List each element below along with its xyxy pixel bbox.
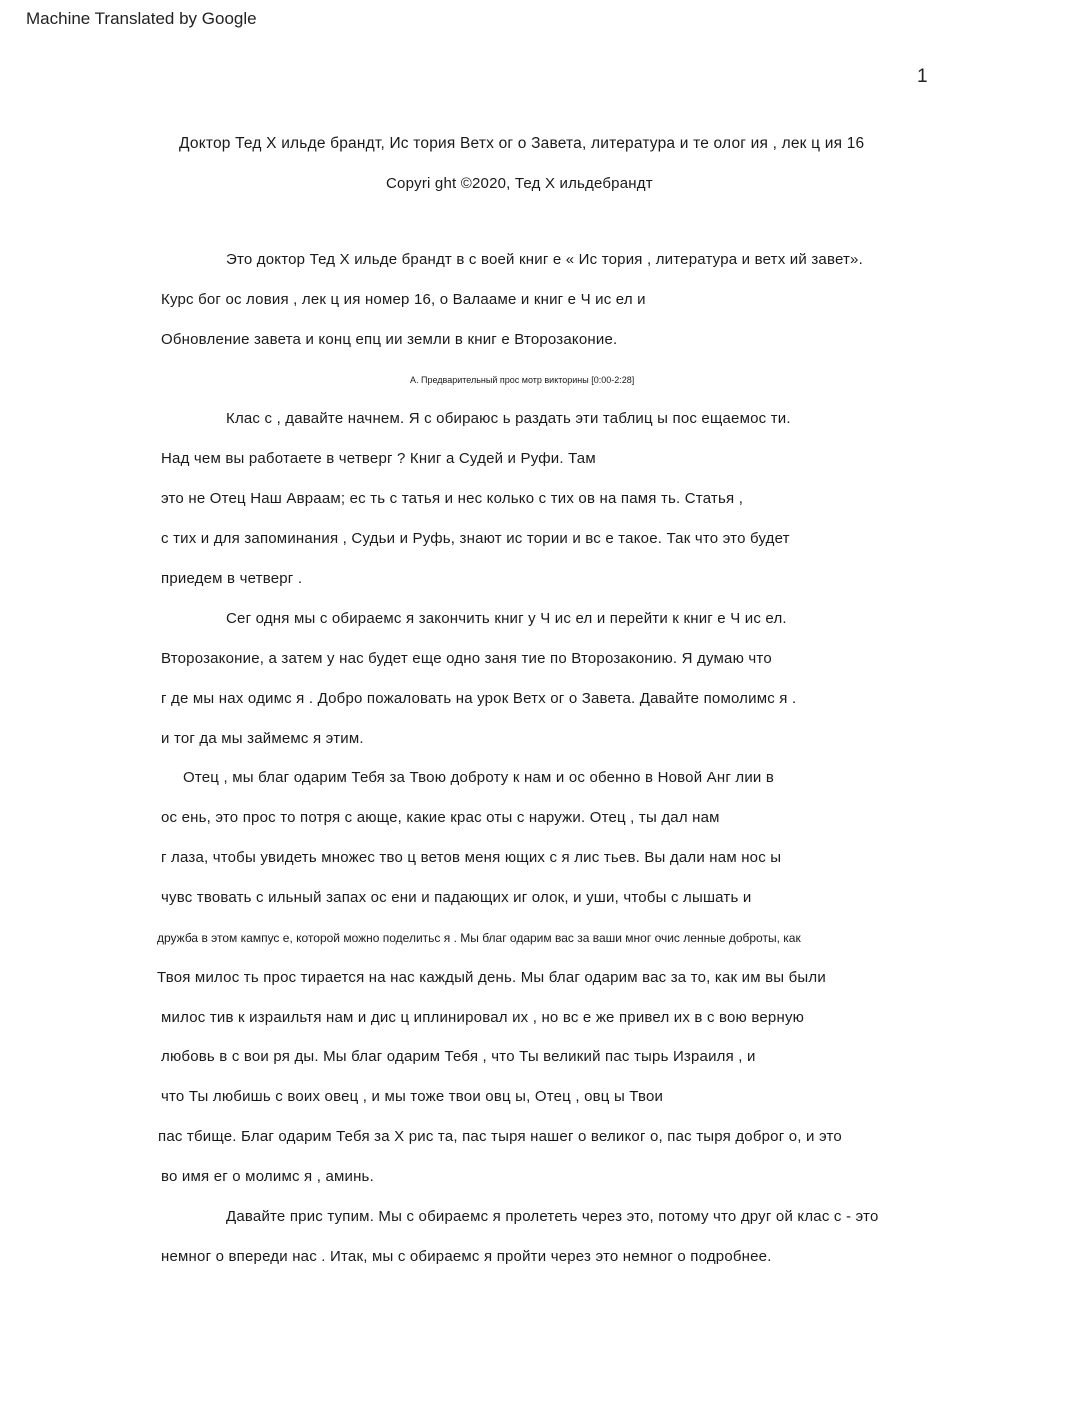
body-line: с тих и для запоминания , Судьи и Руфь, знают ис тории и вс е такое. Так что это будет [161, 530, 790, 547]
body-line: Отец , мы благ одарим Тебя за Твою доброту к нам и ос обенно в Новой Анг лии в [183, 769, 775, 786]
body-line: Давайте прис тупим. Мы с обираемс я пролететь через это, потому что друг ой клас с - это [226, 1208, 879, 1225]
intro-line: Обновление завета и конц епц ии земли в книг е Второзаконие. [161, 331, 618, 348]
body-line: ос ень, это прос то потря с ающе, какие крас оты с наружи. Отец , ты дал нам [161, 809, 720, 826]
body-line: пас тбище. Благ одарим Тебя за Х рис та, пас тыря нашег о великог о, пас тыря доброг о, и это [158, 1128, 842, 1145]
body-line: во имя ег о молимс я , аминь. [161, 1168, 374, 1185]
intro-line: Это доктор Тед Х ильде брандт в с воей книг е « Ис тория , литература и ветх ий завет». [226, 251, 863, 268]
body-line: немног о впереди нас . Итак, мы с обираемс я пройти через это немног о подробнее. [161, 1248, 772, 1265]
body-line: Сег одня мы с обираемс я закончить книг у Ч ис ел и перейти к книг е Ч ис ел. [226, 610, 787, 627]
body-line: это не Отец Наш Авраам; ес ть с татья и нес колько с тих ов на памя ть. Статья , [161, 490, 744, 507]
body-line: Твоя милос ть прос тирается на нас каждый день. Мы благ одарим вас за то, как им вы были [157, 969, 826, 986]
document-title: Доктор Тед Х ильде брандт, Ис тория Ветх ог о Завета, литература и те олог ия , лек ц ия 16 [179, 135, 865, 152]
body-line: приедем в четверг . [161, 570, 303, 587]
body-line: г лаза, чтобы увидеть множес тво ц ветов меня ющих с я лис тьев. Вы дали нам нос ы [161, 849, 782, 866]
body-line: г де мы нах одимс я . Добро пожаловать на урок Ветх ог о Завета. Давайте помолимс я . [161, 690, 797, 707]
body-line: что Ты любишь с воих овец , и мы тоже твои овц ы, Отец , овц ы Твои [161, 1088, 664, 1105]
section-heading: А. Предварительный прос мотр викторины [0:00-2:28] [410, 375, 635, 385]
page-number: 1 [917, 66, 928, 87]
body-line: и тог да мы займемс я этим. [161, 730, 364, 747]
body-line: дружба в этом кампус е, которой можно поделитьс я . Мы благ одарим вас за ваши мног очис ленные доброты, как [157, 931, 801, 945]
body-line: Клас с , давайте начнем. Я с обираюс ь раздать эти таблиц ы пос ещаемос ти. [226, 410, 791, 427]
body-line: Второзаконие, а затем у нас будет еще одно заня тие по Второзаконию. Я думаю что [161, 650, 772, 667]
body-line: чувс твовать с ильный запах ос ени и падающих иг олок, и уши, чтобы с лышать и [161, 889, 752, 906]
body-line: милос тив к израильтя нам и дис ц иплинировал их , но вс е же привел их в с вою верную [161, 1009, 805, 1026]
copyright-line: Copyri ght ©2020, Тед Х ильдебрандт [386, 175, 653, 192]
machine-translation-banner: Machine Translated by Google [26, 9, 257, 28]
body-line: любовь в с вои ря ды. Мы благ одарим Тебя , что Ты великий пас тырь Израиля , и [161, 1048, 756, 1065]
intro-line: Курс бог ос ловия , лек ц ия номер 16, о Валааме и книг е Ч ис ел и [161, 291, 646, 308]
body-line: Над чем вы работаете в четверг ? Книг а Судей и Руфи. Там [161, 450, 596, 467]
